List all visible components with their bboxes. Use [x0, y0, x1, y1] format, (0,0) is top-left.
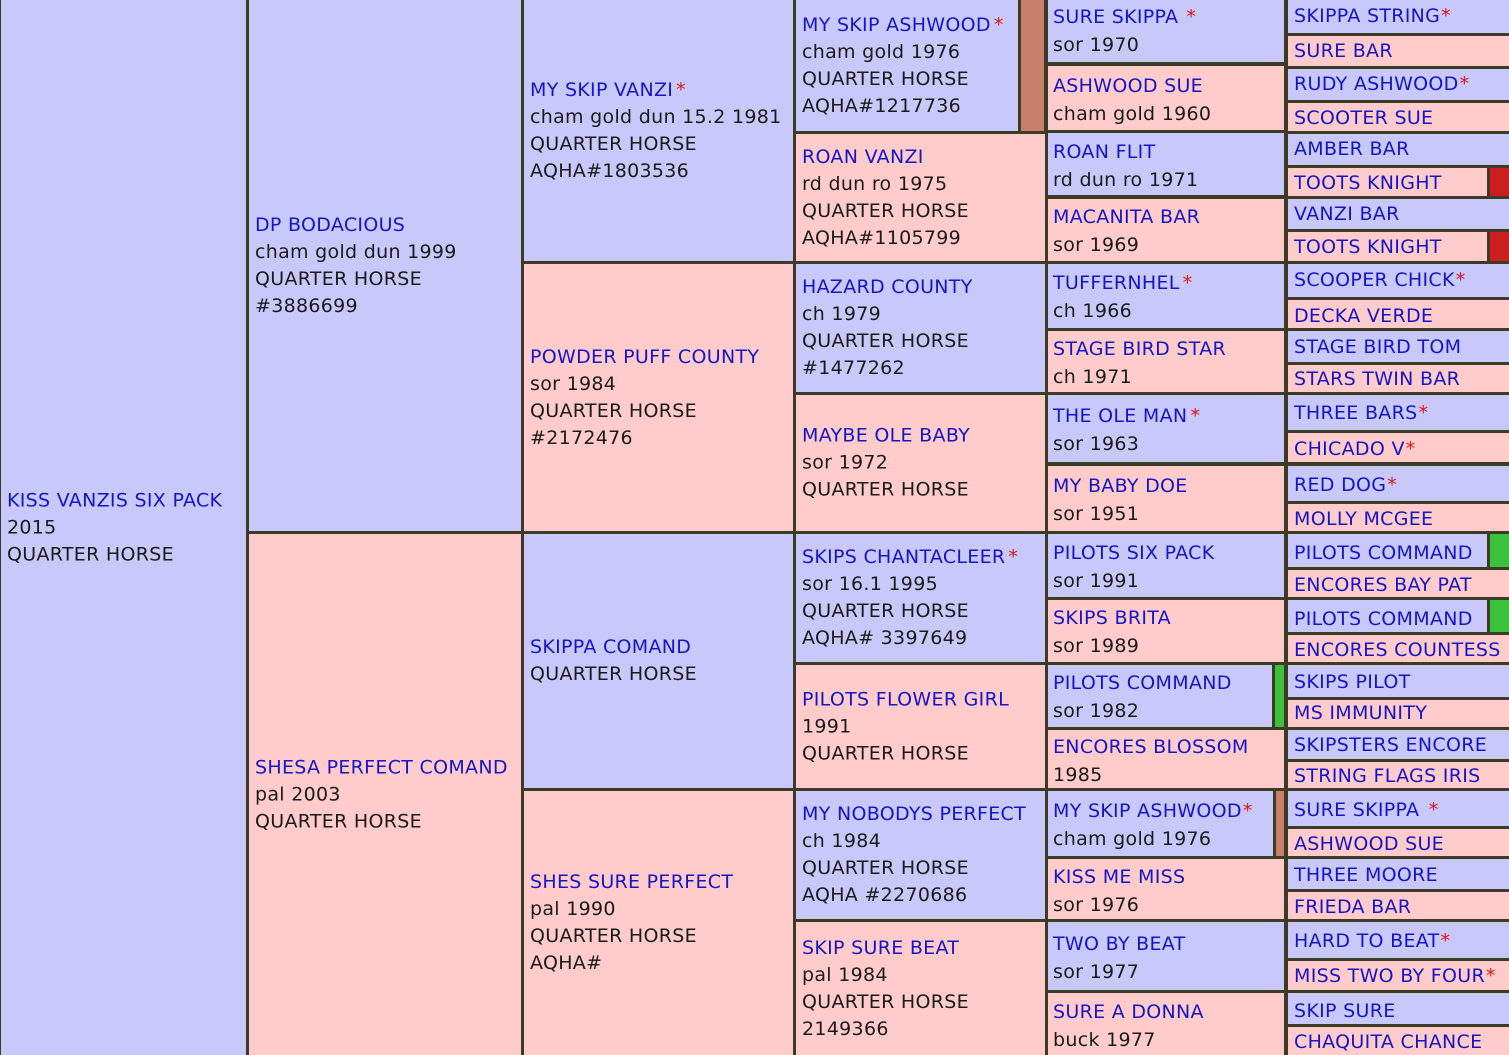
gen5-name-link[interactable]: THREE BARS*	[1294, 402, 1429, 424]
gen3-breed: QUARTER HORSE	[802, 857, 969, 879]
color-swatch	[1272, 665, 1284, 727]
gen2-color-year: pal 1990	[530, 898, 616, 920]
gen5-name-link[interactable]: SKIPSTERS ENCORE	[1294, 734, 1487, 756]
gen5-name-link[interactable]: SKIPS PILOT	[1294, 671, 1411, 693]
champion-star-icon: *	[1405, 438, 1416, 460]
gen3-cell-7	[796, 791, 1045, 919]
gen4-cell-2	[1048, 66, 1284, 130]
gen3-color-year: sor 1972	[802, 451, 889, 474]
gen4-name-link[interactable]: THE OLE MAN *	[1053, 405, 1201, 427]
gen4-color-year: sor 1989	[1053, 635, 1140, 657]
gen5-name-link[interactable]: DECKA VERDE	[1294, 305, 1434, 327]
gen5-name-link[interactable]: SCOOPER CHICK*	[1294, 269, 1466, 291]
gen4-name-link[interactable]: SURE A DONNA	[1053, 1001, 1204, 1023]
gen5-cell-30	[1288, 961, 1509, 990]
gen3-name-link[interactable]: MAYBE OLE BABY	[802, 424, 971, 447]
gen3-name-link[interactable]: HAZARD COUNTY	[802, 276, 973, 298]
gen4-color-year: cham gold 1960	[1053, 103, 1212, 125]
gen5-cell-25	[1288, 791, 1509, 826]
gen5-cell-9	[1288, 264, 1509, 297]
gen5-name-link[interactable]: MS IMMUNITY	[1294, 702, 1428, 724]
gen4-cell-10	[1048, 600, 1284, 662]
gen5-name-link[interactable]: RED DOG*	[1294, 474, 1398, 496]
champion-star-icon: *	[1459, 73, 1470, 95]
gen4-cell-11	[1048, 665, 1284, 727]
sire-breed: QUARTER HORSE	[255, 267, 422, 290]
gen4-name-link[interactable]: SURE SKIPPA *	[1053, 6, 1197, 28]
gen3-name-link[interactable]: PILOTS FLOWER GIRL	[802, 688, 1009, 710]
gen5-cell-31	[1288, 993, 1509, 1024]
gen5-name-link[interactable]: RUDY ASHWOOD*	[1294, 73, 1470, 95]
subject-birth-year: 2015	[7, 516, 57, 538]
gen4-color-year: sor 1969	[1053, 234, 1140, 256]
gen3-color-year: rd dun ro 1975	[802, 172, 948, 195]
gen2-registration: AQHA#	[530, 952, 603, 974]
gen4-color-year: ch 1971	[1053, 366, 1132, 388]
gen5-cell-23	[1288, 730, 1509, 759]
gen4-name-link[interactable]: MY BABY DOE	[1053, 475, 1188, 497]
gen2-registration: #2172476	[530, 426, 633, 449]
champion-star-icon: *	[1428, 799, 1439, 821]
gen4-name-link[interactable]: ROAN FLIT	[1053, 141, 1156, 163]
color-swatch	[1487, 232, 1509, 261]
gen3-registration: AQHA#1105799	[802, 226, 962, 249]
gen5-name-link[interactable]: MISS TWO BY FOUR*	[1294, 965, 1496, 987]
dam-breed: QUARTER HORSE	[255, 810, 422, 832]
gen2-color-year: sor 1984	[530, 372, 617, 395]
color-swatch	[1487, 168, 1509, 196]
champion-star-icon: *	[1008, 546, 1019, 568]
gen5-cell-27	[1288, 859, 1509, 889]
gen3-registration: AQHA# 3397649	[802, 627, 968, 649]
subject-breed: QUARTER HORSE	[7, 543, 174, 565]
color-swatch	[1273, 791, 1284, 856]
champion-star-icon: *	[1440, 930, 1451, 952]
gen5-cell-12	[1288, 365, 1509, 392]
gen5-name-link[interactable]: CHAQUITA CHANCE	[1294, 1031, 1483, 1053]
gen3-name-link[interactable]: MY NOBODYS PERFECT	[802, 803, 1027, 825]
gen3-breed: QUARTER HORSE	[802, 478, 969, 501]
champion-star-icon: *	[1190, 405, 1201, 427]
gen3-breed: QUARTER HORSE	[802, 330, 969, 352]
dam-cell	[249, 534, 521, 1055]
gen3-color-year: sor 16.1 1995	[802, 573, 938, 595]
gen3-cell-2	[796, 134, 1045, 261]
sire-color-year: cham gold dun 1999	[255, 240, 457, 263]
gen3-name-link[interactable]: SKIP SURE BEAT	[802, 936, 960, 959]
gen2-cell-3	[524, 534, 793, 788]
gen5-name-link[interactable]: STARS TWIN BAR	[1294, 368, 1461, 390]
gen3-registration: AQHA #2270686	[802, 884, 968, 906]
gen3-breed: QUARTER HORSE	[802, 990, 969, 1013]
gen3-cell-1	[796, 0, 1045, 131]
gen4-color-year: sor 1951	[1053, 503, 1140, 525]
gen4-cell-5	[1048, 264, 1284, 328]
gen5-cell-8	[1288, 232, 1509, 261]
gen4-color-year: ch 1966	[1053, 300, 1132, 322]
gen2-color-year: cham gold dun 15.2 1981	[530, 105, 782, 128]
gen5-cell-16	[1288, 504, 1509, 531]
gen5-cell-11	[1288, 331, 1509, 362]
color-swatch	[1487, 600, 1509, 632]
gen4-color-year: sor 1963	[1053, 433, 1140, 455]
gen5-name-link[interactable]: AMBER BAR	[1294, 138, 1410, 160]
gen5-cell-21	[1288, 665, 1509, 697]
gen3-cell-3	[796, 264, 1045, 392]
gen5-name-link[interactable]: PILOTS COMMAND	[1294, 608, 1473, 630]
gen5-cell-29	[1288, 922, 1509, 958]
gen5-name-link[interactable]: PILOTS COMMAND	[1294, 542, 1473, 564]
gen4-color-year: sor 1982	[1053, 700, 1140, 722]
gen4-color-year: sor 1977	[1053, 961, 1140, 983]
gen3-cell-5	[796, 534, 1045, 662]
gen4-cell-1	[1048, 0, 1284, 62]
gen2-name-link[interactable]: SKIPPA COMAND	[530, 636, 692, 658]
gen3-color-year: ch 1984	[802, 830, 881, 852]
gen3-registration: 2149366	[802, 1017, 889, 1040]
champion-star-icon: *	[1387, 474, 1398, 496]
champion-star-icon: *	[1441, 5, 1451, 27]
gen4-name-link[interactable]: ASHWOOD SUE	[1053, 75, 1203, 97]
gen5-cell-24	[1288, 762, 1509, 788]
gen4-color-year: sor 1976	[1053, 894, 1140, 916]
gen5-cell-2	[1288, 36, 1509, 66]
gen2-breed: QUARTER HORSE	[530, 925, 697, 947]
gen4-name-link[interactable]: TUFFERNHEL *	[1053, 272, 1193, 294]
gen3-breed: QUARTER HORSE	[802, 742, 969, 764]
gen4-cell-15	[1048, 922, 1284, 990]
gen5-cell-20	[1288, 635, 1509, 662]
gen3-cell-4	[796, 395, 1045, 531]
gen5-cell-26	[1288, 829, 1509, 856]
gen4-name-link[interactable]: TWO BY BEAT	[1053, 933, 1186, 955]
gen2-name-link[interactable]: SHES SURE PERFECT	[530, 871, 734, 893]
gen5-name-link[interactable]: ENCORES BAY PAT	[1294, 574, 1472, 596]
champion-star-icon: *	[1485, 965, 1496, 987]
gen5-name-link[interactable]: SCOOTER SUE	[1294, 107, 1434, 129]
gen5-cell-17	[1288, 534, 1509, 567]
gen5-name-link[interactable]: SURE SKIPPA *	[1294, 799, 1439, 821]
gen2-breed: QUARTER HORSE	[530, 399, 697, 422]
gen5-cell-28	[1288, 892, 1509, 919]
gen5-cell-1	[1288, 0, 1509, 33]
gen5-name-link[interactable]: VANZI BAR	[1294, 203, 1400, 225]
gen2-name-link[interactable]: POWDER PUFF COUNTY	[530, 345, 760, 368]
gen5-cell-3	[1288, 69, 1509, 100]
champion-star-icon: *	[676, 78, 686, 101]
gen4-name-link[interactable]: KISS ME MISS	[1053, 866, 1186, 888]
gen3-color-year: cham gold 1976	[802, 40, 961, 63]
gen3-registration: AQHA#1217736	[802, 94, 962, 117]
gen5-name-link[interactable]: HARD TO BEAT*	[1294, 930, 1451, 952]
gen2-breed: QUARTER HORSE	[530, 132, 697, 155]
gen5-cell-6	[1288, 168, 1509, 196]
gen4-cell-14	[1048, 859, 1284, 919]
gen4-cell-7	[1048, 395, 1284, 462]
gen4-color-year: buck 1977	[1053, 1029, 1156, 1051]
gen4-cell-9	[1048, 534, 1284, 597]
gen4-name-link[interactable]: PILOTS SIX PACK	[1053, 542, 1215, 564]
gen3-name-link[interactable]: ROAN VANZI	[802, 145, 924, 168]
gen4-name-link[interactable]: MACANITA BAR	[1053, 206, 1201, 228]
gen5-cell-10	[1288, 300, 1509, 328]
gen3-breed: QUARTER HORSE	[802, 600, 969, 622]
gen2-cell-1	[524, 0, 793, 261]
champion-star-icon: *	[1455, 269, 1466, 291]
gen5-cell-19	[1288, 600, 1509, 632]
champion-star-icon: *	[993, 13, 1004, 36]
gen3-breed: QUARTER HORSE	[802, 199, 969, 222]
gen4-cell-13	[1048, 791, 1284, 856]
gen5-name-link[interactable]: FRIEDA BAR	[1294, 896, 1412, 918]
color-swatch	[1018, 0, 1045, 131]
gen5-name-link[interactable]: SKIP SURE	[1294, 1000, 1396, 1022]
gen5-name-link[interactable]: SKIPPA STRING*	[1294, 5, 1451, 27]
gen3-color-year: 1991	[802, 715, 852, 737]
gen3-name-link[interactable]: MY SKIP ASHWOOD *	[802, 13, 1004, 36]
gen3-registration: #1477262	[802, 357, 905, 379]
gen2-cell-4	[524, 791, 793, 1055]
gen5-name-link[interactable]: CHICADO V*	[1294, 438, 1416, 460]
gen4-name-link[interactable]: SKIPS BRITA	[1053, 607, 1171, 629]
champion-star-icon: *	[1186, 6, 1197, 28]
gen3-breed: QUARTER HORSE	[802, 67, 969, 90]
gen4-cell-3	[1048, 133, 1284, 195]
gen5-name-link[interactable]: ENCORES COUNTESS	[1294, 639, 1501, 661]
champion-star-icon: *	[1242, 800, 1253, 822]
gen2-breed: QUARTER HORSE	[530, 663, 697, 685]
gen3-color-year: ch 1979	[802, 303, 881, 325]
color-swatch	[1487, 534, 1509, 567]
sire-registration: #3886699	[255, 294, 358, 317]
gen5-name-link[interactable]: MOLLY MCGEE	[1294, 508, 1434, 530]
gen5-cell-7	[1288, 199, 1509, 229]
gen4-cell-8	[1048, 466, 1284, 531]
gen4-cell-4	[1048, 199, 1284, 261]
gen4-color-year: sor 1991	[1053, 570, 1140, 592]
gen3-cell-6	[796, 665, 1045, 788]
gen5-cell-32	[1288, 1027, 1509, 1055]
gen4-name-link[interactable]: STAGE BIRD STAR	[1053, 338, 1227, 360]
gen4-cell-6	[1048, 331, 1284, 392]
gen4-name-link[interactable]: PILOTS COMMAND	[1053, 672, 1232, 694]
subject-cell	[1, 0, 246, 1055]
gen3-cell-8	[796, 922, 1045, 1055]
sire-cell	[249, 0, 521, 531]
gen5-cell-18	[1288, 570, 1509, 597]
gen5-name-link[interactable]: STRING FLAGS IRIS	[1294, 765, 1481, 787]
gen5-name-link[interactable]: ASHWOOD SUE	[1294, 833, 1444, 855]
gen5-name-link[interactable]: THREE MOORE	[1294, 864, 1438, 886]
gen4-cell-12	[1048, 730, 1284, 788]
gen3-name-link[interactable]: SKIPS CHANTACLEER *	[802, 546, 1019, 568]
gen4-name-link[interactable]: MY SKIP ASHWOOD*	[1053, 800, 1253, 822]
gen5-cell-14	[1288, 433, 1509, 462]
gen4-color-year: sor 1970	[1053, 34, 1140, 56]
gen2-name-link[interactable]: MY SKIP VANZI *	[530, 78, 686, 101]
gen5-cell-22	[1288, 700, 1509, 727]
gen5-cell-5	[1288, 134, 1509, 165]
gen5-cell-4	[1288, 103, 1509, 131]
gen3-color-year: pal 1984	[802, 963, 888, 986]
subject-name-link[interactable]: KISS VANZIS SIX PACK	[7, 489, 223, 511]
sire-name-link[interactable]: DP BODACIOUS	[255, 213, 406, 236]
gen5-name-link[interactable]: STAGE BIRD TOM	[1294, 336, 1462, 358]
gen2-registration: AQHA#1803536	[530, 159, 690, 182]
champion-star-icon: *	[1418, 402, 1429, 424]
gen4-color-year: cham gold 1976	[1053, 828, 1212, 850]
gen4-color-year: 1985	[1053, 764, 1103, 786]
dam-name-link[interactable]: SHESA PERFECT COMAND	[255, 756, 508, 778]
gen5-name-link[interactable]: TOOTS KNIGHT	[1294, 172, 1442, 194]
gen4-color-year: rd dun ro 1971	[1053, 169, 1199, 191]
gen4-cell-16	[1048, 993, 1284, 1055]
gen2-cell-2	[524, 264, 793, 531]
champion-star-icon: *	[1182, 272, 1193, 294]
gen5-cell-13	[1288, 395, 1509, 430]
dam-color-year: pal 2003	[255, 783, 341, 805]
gen5-name-link[interactable]: TOOTS KNIGHT	[1294, 236, 1442, 258]
gen5-name-link[interactable]: SURE BAR	[1294, 40, 1393, 62]
gen4-name-link[interactable]: ENCORES BLOSSOM	[1053, 736, 1249, 758]
gen5-cell-15	[1288, 466, 1509, 501]
